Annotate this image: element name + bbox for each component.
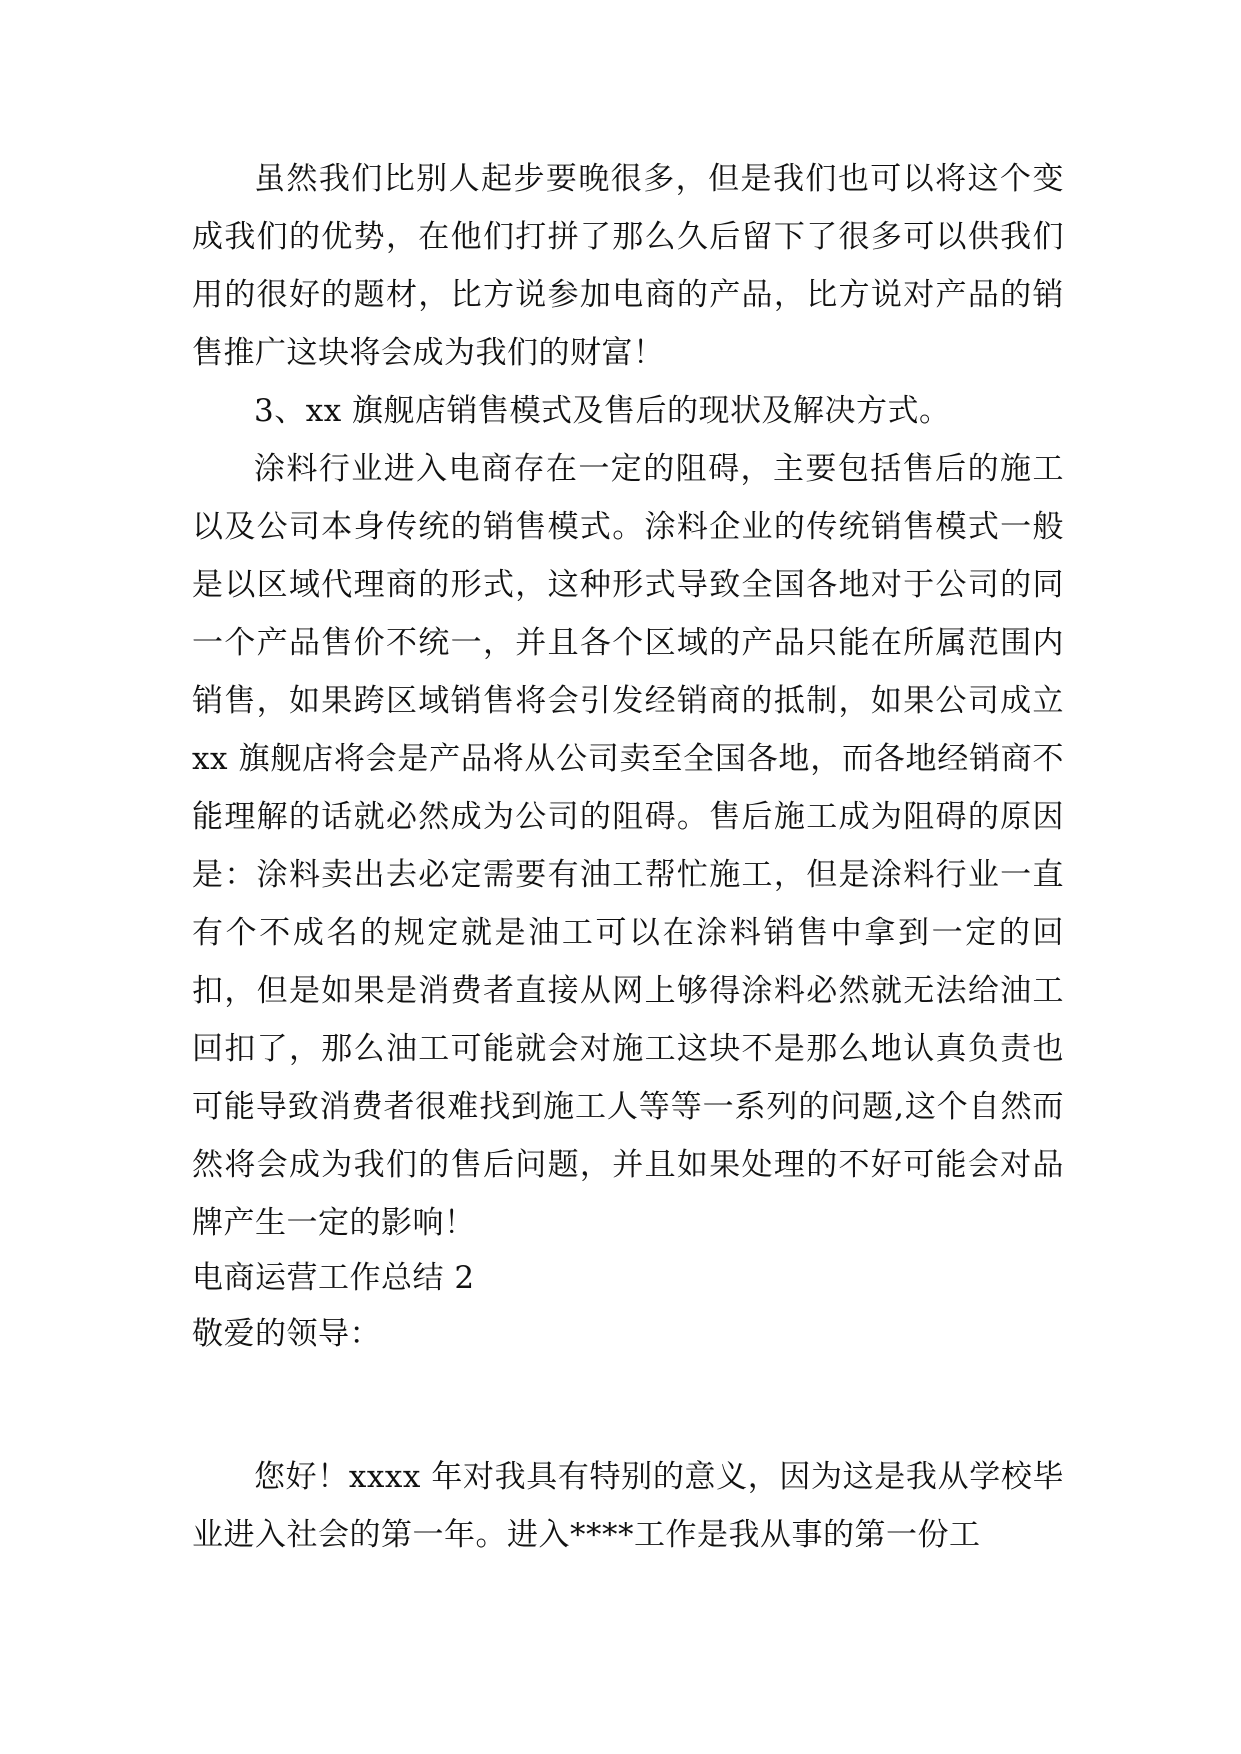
salutation: 敬爱的领导：	[192, 1316, 381, 1352]
paragraph-greeting: 您好！xxxx 年对我具有特别的意义，因为这是我从学校毕业进入社会的第一年。进入****工作是我从事的第一份工	[192, 1459, 1064, 1553]
paragraph-advantage: 虽然我们比别人起步要晚很多，但是我们也可以将这个变成我们的优势，在他们打拼了那么久后留下了很多可以供我们用的很好的题材，比方说参加电商的产品，比方说对产品的销售推广这块将会成为我们的财富！	[192, 161, 1064, 371]
paragraph-obstacles: 涂料行业进入电商存在一定的阻碍，主要包括售后的施工以及公司本身传统的销售模式。涂料企业的传统销售模式一般是以区域代理商的形式，这种形式导致全国各地对于公司的同一个产品售价不统一，并且各个区域的产品只能在所属范围内销售，如果跨区域销售将会引发经销商的抵制，如果公司成立 xx 旗舰店将会是产品将从公司卖至全国各地，而各地经销商不能理解的话就必然成为公司的阻碍。售后施工成为阻碍的原因是：涂料卖出去必定需要有油工帮忙施工，但是涂料行业一直有个不成名的规定就是油工可以在涂料销售中拿到一定的回扣，但是如果是消费者直接从网上够得涂料必然就无法给油工回扣了，那么油工可能就会对施工这块不是那么地认真负责也可能导致消费者很难找到施工人等等一系列的问题,这个自然而然将会成为我们的售后问题，并且如果处理的不好可能会对品牌产生一定的影响！	[192, 451, 1064, 1241]
document-page	[192, 150, 1064, 1564]
section-heading: 电商运营工作总结 2	[192, 1260, 475, 1296]
paragraph-section-3-title: 3、xx 旗舰店销售模式及售后的现状及解决方式。	[254, 393, 951, 429]
